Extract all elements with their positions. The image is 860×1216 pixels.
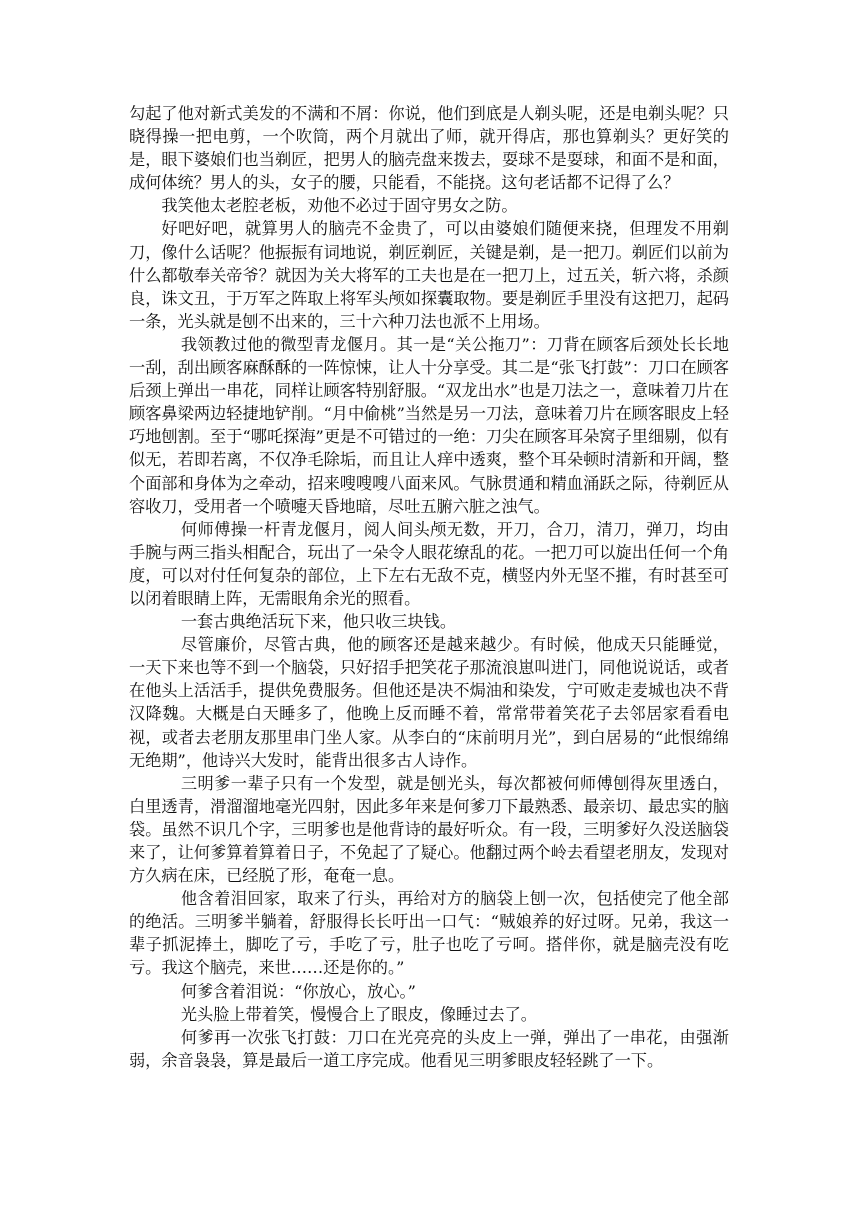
document-page xyxy=(129,102,729,1072)
paragraph-3: 好吧好吧，就算男人的脑壳不金贵了，可以由婆娘们随便来挠，但理发不用剃刀，像什么话呢？他振振有词地说，剃匠剃匠，关键是剃，是一把刀。剃匠们以前为什么都敬奉关帝爷？就因为关大将军的工夫也是在一把刀上，过五关，斩六将，杀颜良，诛文丑，于万军之阵取上将军头颅如探囊取物。要是剃匠手里没有这把刀，起码一条，光头就是刨不出来的，三十六种刀法也派不上用场。 xyxy=(129,219,729,331)
paragraph-1: 勾起了他对新式美发的不满和不屑：你说，他们到底是人剃头呢，还是电剃头呢？只晓得操一把电剪，一个吹筒，两个月就出了师，就开得店，那也算剃头？更好笑的是，眼下婆娘们也当剃匠，把男人的脑壳盘来拨去，耍球不是耍球，和面不是和面，成何体统？男人的头，女子的腰，只能看，不能挠。这句老话都不记得了么？ xyxy=(129,104,729,193)
paragraph-7: 尽管廉价，尽管古典，他的顾客还是越来越少。有时候，他成天只能睡觉，一天下来也等不到一个脑袋，只好招手把笑花子那流浪崽叫进门，同他说说话，或者在他头上活活手，提供免费服务。但他还是决不焗油和染发，宁可败走麦城也决不背汉降魏。大概是白天睡多了，他晚上反而睡不着，常常带着笑花子去邻居家看看电视，或者去老朋友那里串门坐人家。从李白的“床前明月光”，到白居易的“此恨绵绵无绝期”，他诗兴大发时，能背出很多古人诗作。 xyxy=(129,635,729,770)
paragraph-2: 我笑他太老腔老板，劝他不必过于固守男女之防。 xyxy=(161,196,518,216)
paragraph-10: 何爹含着泪说：“你放心，放心。” xyxy=(180,981,416,1001)
paragraph-11: 光头脸上带着笑，慢慢合上了眼皮，像睡过去了。 xyxy=(180,1004,537,1024)
paragraph-8: 三明爹一辈子只有一个发型，就是刨光头，每次都被何师傅刨得灰里透白，白里透青，滑溜溜地毫光四射，因此多年来是何爹刀下最熟悉、最亲切、最忠实的脑袋。虽然不识几个字，三明爹也是他背诗的最好听众。有一段，三明爹好久没送脑袋来了，让何爹算着算着日子，不免起了了疑心。他翻过两个岭去看望老朋友，发现对方久病在床，已经脱了形，奄奄一息。 xyxy=(129,773,729,886)
paragraph-5: 何师傅操一杆青龙偃月，阅人间头颅无数，开刀，合刀，清刀，弹刀，均由手腕与两三指头相配合，玩出了一朵令人眼花缭乱的花。一把刀可以旋出任何一个角度，可以对付任何复杂的部位，上下左右无敌不克，横竖内外无坚不摧，有时甚至可以闭着眼睛上阵，无需眼角余光的照看。 xyxy=(129,519,729,608)
paragraph-4: 我领教过他的微型青龙偃月。其一是“关公拖刀”：刀背在顾客后颈处长长地一刮，刮出顾客麻酥酥的一阵惊悚，让人十分享受。其二是“张飞打鼓”：刀口在顾客后颈上弹出一串花，同样让顾客特别舒服。“双龙出水”也是刀法之一，意味着刀片在顾客鼻梁两边轻捷地铲削。“月中偷桃”当然是另一刀法，意味着刀片在顾客眼皮上轻巧地刨割。至于“哪吒探海”更是不可错过的一绝：刀尖在顾客耳朵窝子里细剔，似有似无，若即若离，不仅净毛除垢，而且让人痒中透爽，整个耳朵顿时清新和开阔，整个面部和身体为之牵动，招来嗖嗖嗖八面来风。气脉贯通和精血涌跃之际，待剃匠从容收刀，受用者一个喷嚏天昏地暗，尽吐五腑六脏之浊气。 xyxy=(129,334,729,516)
paragraph-12: 何爹再一次张飞打鼓：刀口在光亮亮的头皮上一弹，弹出了一串花，由强渐弱，余音袅袅，算是最后一道工序完成。他看见三明爹眼皮轻轻跳了一下。 xyxy=(129,1027,729,1070)
paragraph-9: 他含着泪回家，取来了行头，再给对方的脑袋上刨一次，包括使完了他全部的绝活。三明爹半躺着，舒服得长长吁出一口气：“贼娘养的好过呀。兄弟，我这一辈子抓泥捧土，脚吃了亏，手吃了亏，肚子也吃了亏呵。搭伴你，就是脑壳没有吃亏。我这个脑壳，来世……还是你的。” xyxy=(129,889,729,978)
paragraph-6: 一套古典绝活玩下来，他只收三块钱。 xyxy=(180,612,457,632)
